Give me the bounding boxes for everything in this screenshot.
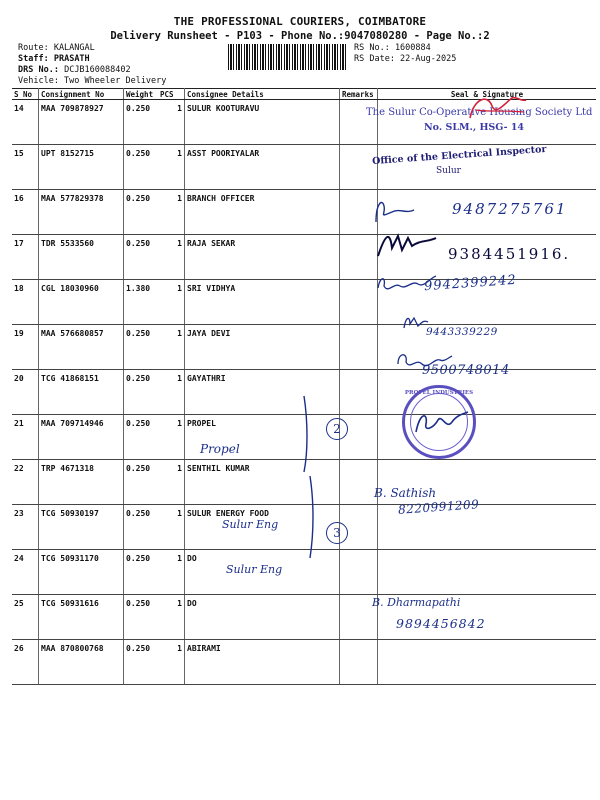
cell-consignee: SULUR ENERGY FOOD: [185, 505, 340, 550]
cell-weight: 0.250: [124, 550, 159, 595]
cell-consignee: DO: [185, 550, 340, 595]
circled-3: 3: [326, 522, 348, 544]
col-weight: Weight: [124, 89, 159, 100]
cell-sno: 21: [12, 415, 39, 460]
col-sno: S No: [12, 89, 39, 100]
cell-weight: 0.250: [124, 415, 159, 460]
cell-weight: 0.250: [124, 145, 159, 190]
cell-pcs: 1: [158, 460, 185, 505]
cell-consignment: TCG 50931616: [39, 595, 124, 640]
sig-25: Sulur Eng: [226, 563, 283, 576]
cell-consignee: GAYATHRI: [185, 370, 340, 415]
electrical-stamp-line2: Sulur: [436, 166, 461, 176]
phone-26: 9894456842: [396, 616, 486, 631]
col-consignment: Consignment No: [39, 89, 124, 100]
cell-weight: 0.250: [124, 595, 159, 640]
col-seal: Seal & Signature: [378, 89, 597, 100]
seal-signature: [412, 408, 472, 438]
cell-weight: 0.250: [124, 325, 159, 370]
cell-consignment: MAA 709878927: [39, 100, 124, 145]
cell-sno: 15: [12, 145, 39, 190]
cell-sno: 26: [12, 640, 39, 685]
vehicle-text: Vehicle: Two Wheeler Delivery: [18, 76, 167, 86]
cell-weight: 0.250: [124, 640, 159, 685]
cell-consignee: ASST POORIYALAR: [185, 145, 340, 190]
red-signature: [462, 92, 532, 124]
cell-consignee: SRI VIDHYA: [185, 280, 340, 325]
cell-pcs: 1: [158, 100, 185, 145]
cell-weight: 0.250: [124, 505, 159, 550]
name-26: B. Dharmapathi: [372, 596, 461, 609]
cell-consignment: CGL 18030960: [39, 280, 124, 325]
phone-19: 9443339229: [426, 326, 498, 338]
meta-left: [18, 43, 166, 87]
cell-sno: 23: [12, 505, 39, 550]
cell-consignee: ABIRAMI: [185, 640, 340, 685]
cell-seal: [378, 640, 597, 685]
col-pcs: PCS: [158, 89, 185, 100]
cell-weight: 0.250: [124, 370, 159, 415]
drs-label: DRS No.:: [18, 65, 59, 75]
table-row: [12, 595, 596, 640]
cell-consignment: MAA 577829378: [39, 190, 124, 235]
col-remarks: Remarks: [340, 89, 378, 100]
runsheet-title: Delivery Runsheet - P103 - Phone No.:9047080280 - Page No.:2: [110, 30, 490, 42]
cell-remarks: [340, 325, 378, 370]
phone-17: 9384451916.: [448, 245, 571, 263]
cell-pcs: 1: [158, 325, 185, 370]
cell-consignment: MAA 576680857: [39, 325, 124, 370]
signature-17: [372, 228, 442, 262]
cell-consignee: DO: [185, 595, 340, 640]
cell-pcs: 1: [158, 145, 185, 190]
cell-sno: 19: [12, 325, 39, 370]
cell-consignment: UPT 8152715: [39, 145, 124, 190]
signature-16: [370, 196, 430, 226]
cell-weight: 0.250: [124, 190, 159, 235]
society-stamp-line2: No. SLM., HSG- 14: [424, 122, 525, 133]
drs-line: [18, 65, 166, 76]
cell-weight: 0.250: [124, 460, 159, 505]
cell-pcs: 1: [158, 550, 185, 595]
cell-consignee: PROPEL: [185, 415, 340, 460]
cell-consignment: TCG 50930197: [39, 505, 124, 550]
cell-sno: 14: [12, 100, 39, 145]
name-23: B. Sathish: [374, 486, 437, 500]
cell-remarks: [340, 280, 378, 325]
cell-pcs: 1: [158, 505, 185, 550]
cell-consignment: TRP 4671318: [39, 460, 124, 505]
cell-pcs: 1: [158, 235, 185, 280]
cell-pcs: 1: [158, 190, 185, 235]
society-stamp-line1: The Sulur Co-Operative Housing Society Ltd: [366, 107, 593, 118]
cell-consignment: TCG 50931170: [39, 550, 124, 595]
barcode: [228, 44, 348, 70]
cell-pcs: 1: [158, 280, 185, 325]
cell-consignee: RAJA SEKAR: [185, 235, 340, 280]
cell-seal: [378, 550, 597, 595]
cell-pcs: 1: [158, 595, 185, 640]
cell-pcs: 1: [158, 370, 185, 415]
route-text: Route: KALANGAL: [18, 43, 95, 53]
electrical-stamp-line1: Office of the Electrical Inspector: [371, 143, 547, 168]
cell-weight: 0.250: [124, 100, 159, 145]
round-seal-text: PROPEL INDUSTRIES: [404, 390, 474, 396]
cell-sno: 18: [12, 280, 39, 325]
phone-18: 9942399242: [423, 272, 518, 295]
cell-remarks: [340, 640, 378, 685]
cell-consignee: SULUR KOOTURAVU: [185, 100, 340, 145]
company-title: THE PROFESSIONAL COURIERS, COIMBATORE: [173, 15, 427, 28]
cell-consignee: JAYA DEVI: [185, 325, 340, 370]
phone-20: 9500748014: [422, 363, 510, 378]
cell-sno: 25: [12, 595, 39, 640]
circled-2: 2: [326, 418, 348, 440]
phone-16: 9487275761: [452, 200, 568, 218]
table-row: [12, 640, 596, 685]
cell-consignment: MAA 709714946: [39, 415, 124, 460]
cell-weight: 1.380: [124, 280, 159, 325]
staff-value: PRASATH: [53, 54, 90, 64]
cell-pcs: 1: [158, 415, 185, 460]
drs-value: DCJB160088402: [64, 65, 131, 75]
cell-consignment: TCG 41868151: [39, 370, 124, 415]
meta-right: [354, 43, 456, 65]
cell-consignee: SENTHIL KUMAR: [185, 460, 340, 505]
sig-24: Sulur Eng: [222, 518, 279, 531]
rs-date: RS Date: 22-Aug-2025: [354, 54, 457, 64]
cell-consignment: TDR 5533560: [39, 235, 124, 280]
cell-consignment: MAA 870800768: [39, 640, 124, 685]
staff-label: Staff:: [18, 54, 49, 64]
runsheet-table: [12, 88, 596, 685]
cell-weight: 0.250: [124, 235, 159, 280]
cell-sno: 24: [12, 550, 39, 595]
cell-pcs: 1: [158, 640, 185, 685]
cell-consignee: BRANCH OFFICER: [185, 190, 340, 235]
rs-no: RS No.: 1600884: [354, 43, 431, 53]
cell-sno: 17: [12, 235, 39, 280]
staff-line: [18, 54, 166, 65]
phone-23: 8220991209: [397, 497, 480, 517]
handwritten-propel: Propel: [200, 442, 240, 456]
col-consignee: Consignee Details: [185, 89, 340, 100]
cell-sno: 16: [12, 190, 39, 235]
cell-sno: 20: [12, 370, 39, 415]
cell-sno: 22: [12, 460, 39, 505]
